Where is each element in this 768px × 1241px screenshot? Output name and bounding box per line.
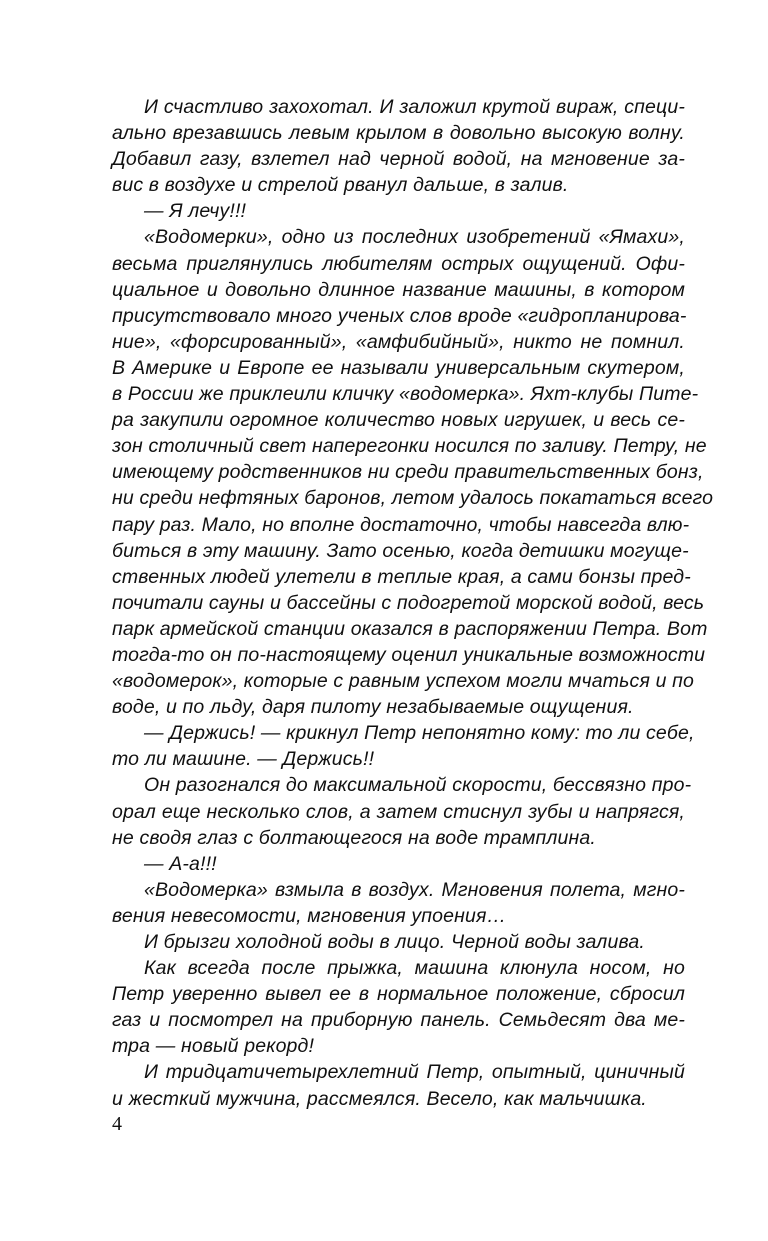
text-line: тогда-то он по-настоящему оценил уникальные возможности	[112, 643, 706, 666]
text-line: Он разогнался до максимальной скорости, бессвязно про-	[144, 774, 692, 797]
text-line: то ли машине. — Держись!!	[112, 748, 375, 771]
text-line: И тридцатичетырехлетний Петр, опытный, циничный	[144, 1061, 685, 1084]
text-line: в России же приклеили кличку «водомерка». Яхт-клубы Пите-	[112, 383, 699, 406]
text-line: ние», «форсированный», «амфибийный», никто не помнил.	[112, 330, 685, 353]
text-line: — А-а!!!	[144, 852, 217, 875]
text-line: Как всегда после прыжка, машина клюнула носом, но	[144, 957, 685, 980]
text-line: имеющему родственников ни среди правительственных бонз,	[112, 461, 704, 484]
text-line: И брызги холодной воды в лицо. Черной воды залива.	[144, 931, 645, 953]
text-line: Добавил газу, взлетел над черной водой, на мгновение за-	[112, 148, 685, 171]
text-line: — Я лечу!!!	[144, 200, 247, 223]
text-line: воде, и по льду, даря пилоту незабываемые ощущения.	[112, 696, 634, 719]
body-text	[112, 94, 714, 1112]
text-line: ально врезавшись левым крылом в довольно высокую волну.	[112, 122, 685, 145]
text-line: почитали сауны и бассейны с подогретой морской водой, весь	[112, 591, 705, 614]
text-line: И счастливо захохотал. И заложил крутой вираж, специ-	[144, 96, 685, 118]
text-line: Петр уверенно вывел ее в нормальное положение, сбросил	[112, 983, 685, 1006]
text-line: «водомерок», которые с равным успехом могли мчаться и по	[112, 670, 695, 693]
text-line: вис в воздухе и стрелой рванул дальше, в залив.	[112, 174, 569, 197]
text-line: весьма приглянулись любителям острых ощущений. Офи-	[112, 252, 685, 275]
text-line: присутствовало много ученых слов вроде «гидропланирова-	[112, 304, 687, 327]
text-line: газ и посмотрел на приборную панель. Семьдесят два ме-	[112, 1009, 685, 1032]
text-line: вения невесомости, мгновения упоения…	[112, 904, 507, 927]
text-line: циальное и довольно длинное название машины, в котором	[112, 278, 685, 301]
text-line: В Америке и Европе ее называли универсальным скутером,	[112, 356, 685, 379]
text-line: орал еще несколько слов, а затем стиснул зубы и напрягся,	[112, 800, 685, 823]
text-line: «Водомерки», одно из последних изобретений «Ямахи»,	[144, 226, 685, 249]
text-line: «Водомерка» взмыла в воздух. Мгновения полета, мгно-	[144, 878, 685, 901]
text-line: ственных людей улетели в теплые края, а сами бонзы пред-	[112, 565, 691, 588]
text-line: парк армейской станции оказался в распоряжении Петра. Вот	[112, 617, 708, 640]
text-line: биться в эту машину. Зато осенью, когда детишки могуще-	[112, 539, 689, 562]
text-line: ни среди нефтяных баронов, летом удалось покататься всего	[112, 487, 714, 510]
text-line: зон столичный свет наперегонки носился по заливу. Петру, не	[112, 435, 707, 458]
text-line: — Держись! — крикнул Петр непонятно кому: то ли себе,	[144, 722, 695, 745]
page-number: 4	[112, 1113, 122, 1135]
text-line: и жесткий мужчина, рассмеялся. Весело, как мальчишка.	[112, 1087, 647, 1110]
text-line: ра закупили огромное количество новых игрушек, и весь се-	[112, 409, 685, 432]
text-line: пару раз. Мало, но вполне достаточно, чтобы навсегда влю-	[112, 513, 690, 536]
text-line: не сводя глаз с болтающегося на воде трамплина.	[112, 826, 596, 849]
text-line: тра — новый рекорд!	[112, 1035, 315, 1058]
